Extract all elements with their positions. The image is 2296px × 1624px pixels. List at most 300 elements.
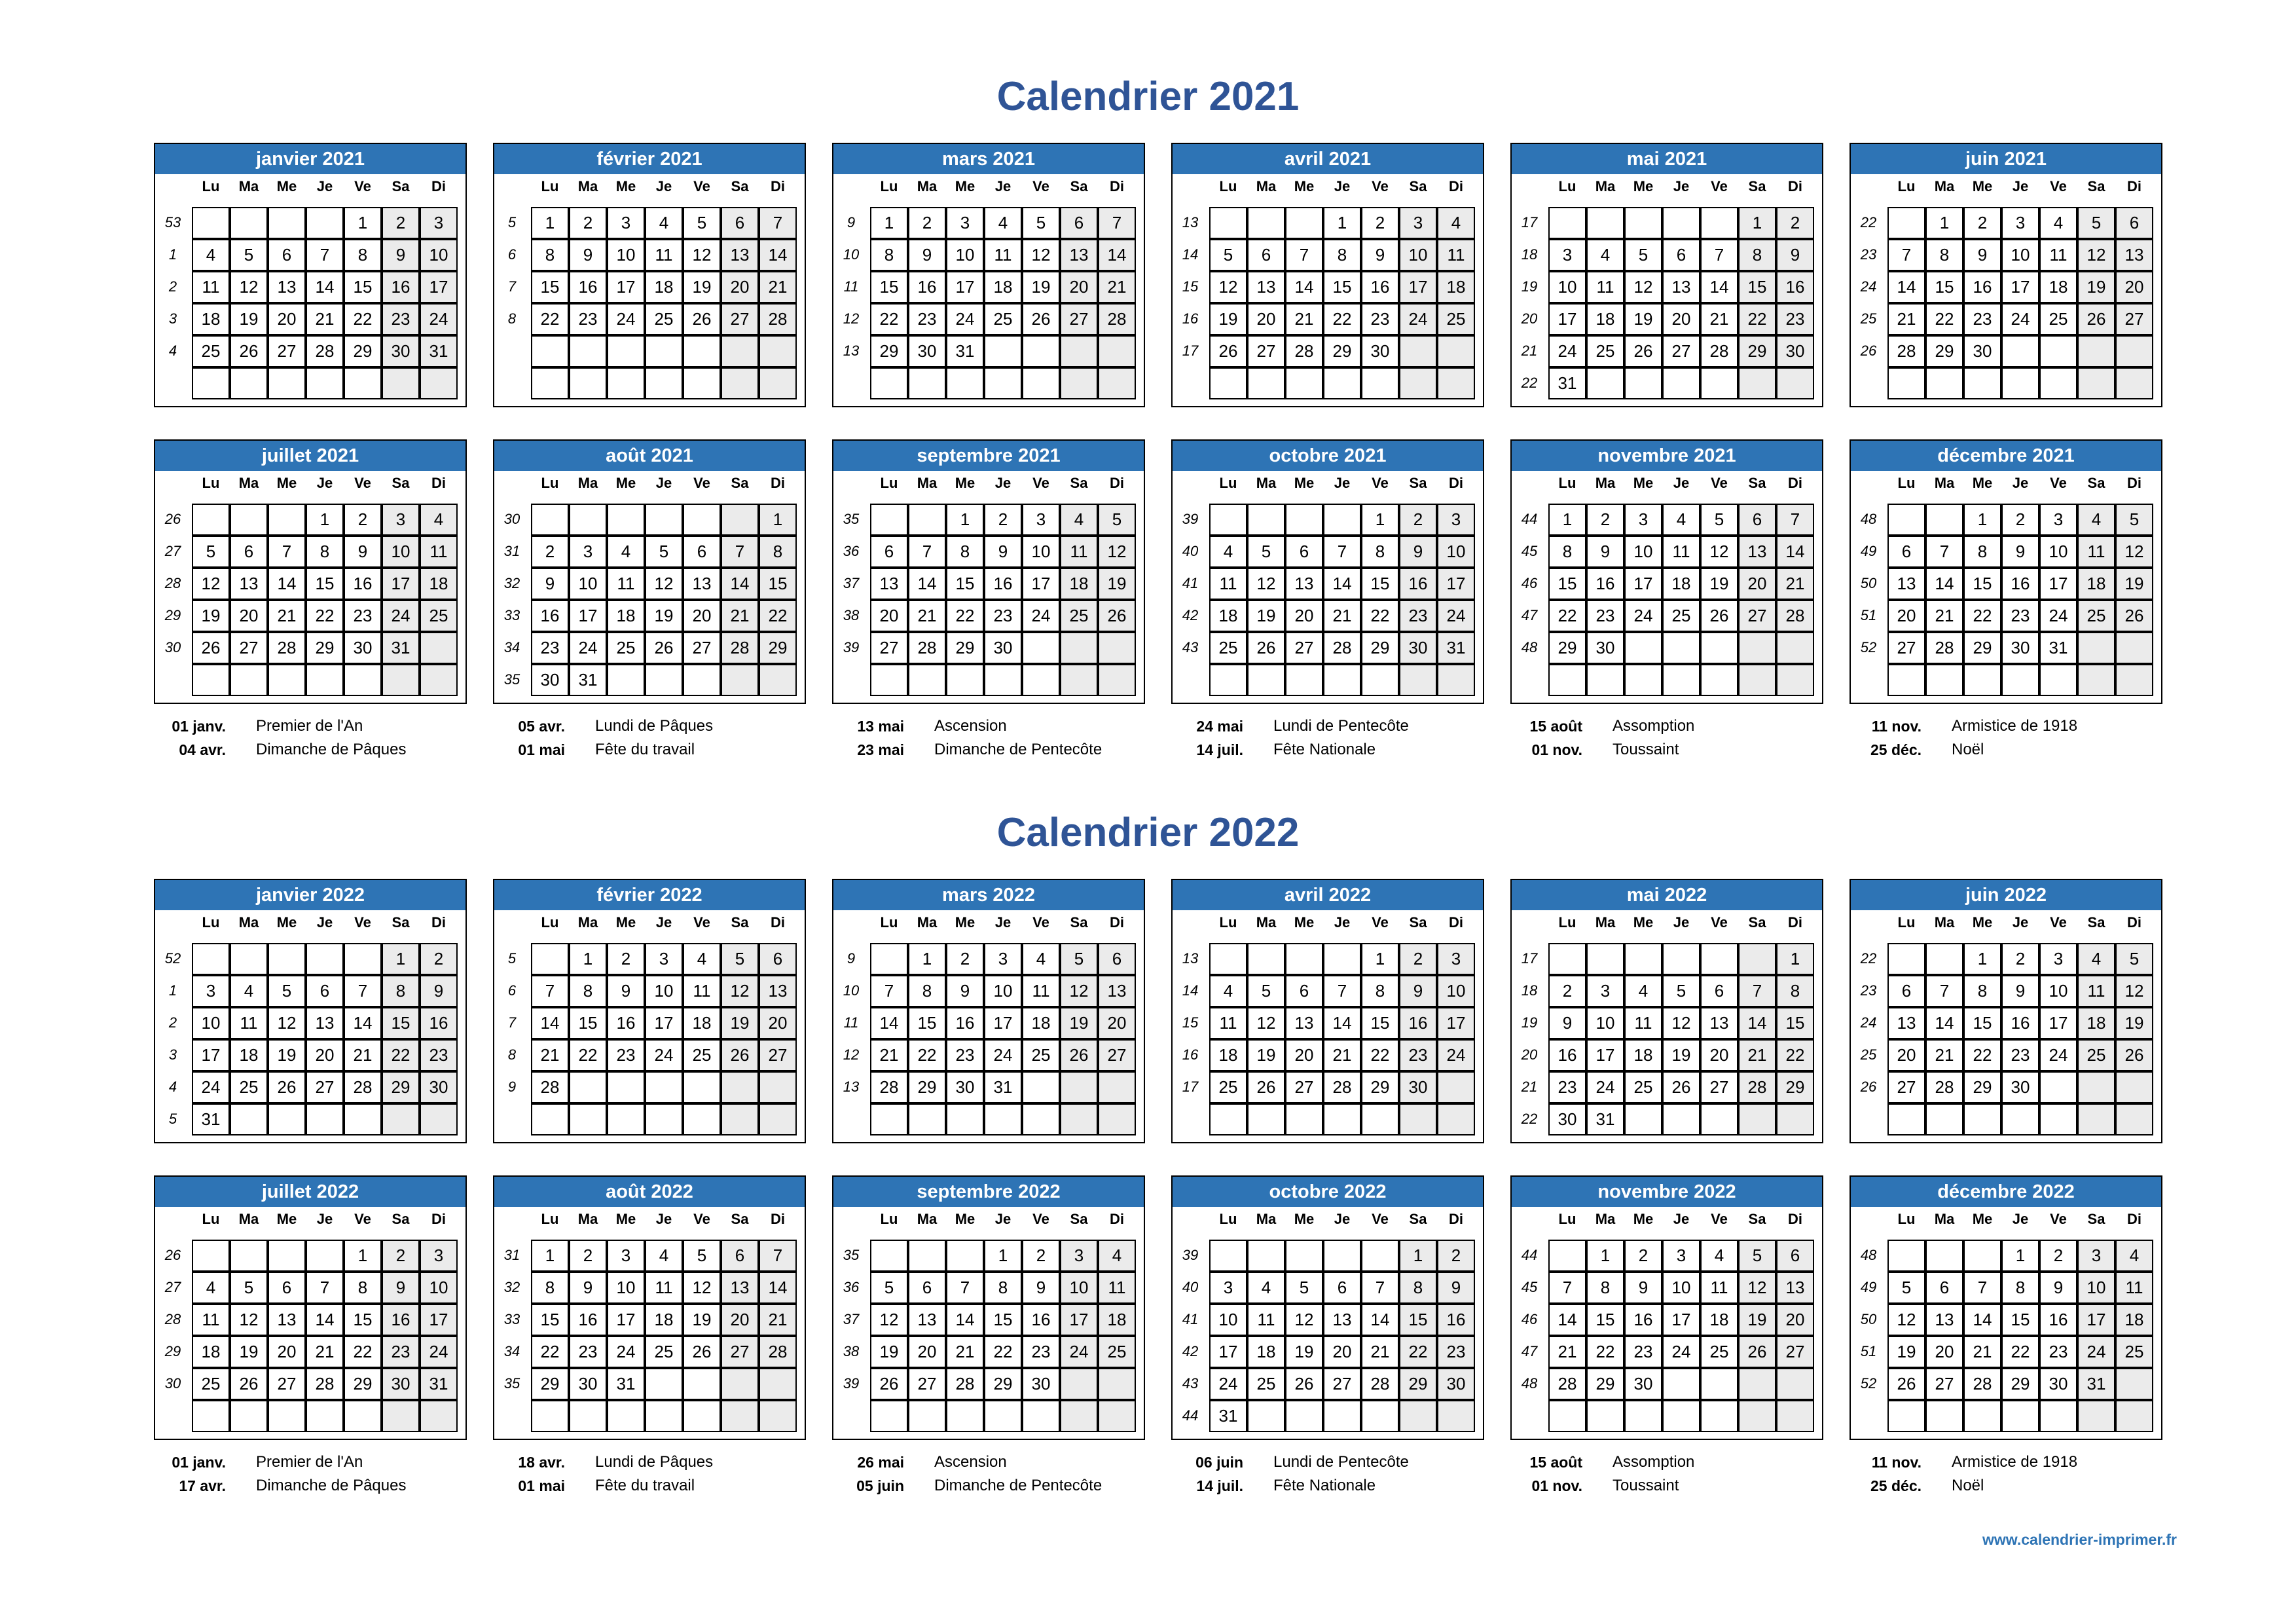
day-cell[interactable] xyxy=(1323,943,1361,975)
day-cell[interactable]: 13 xyxy=(1247,271,1285,303)
day-cell[interactable]: 19 xyxy=(192,600,230,632)
day-cell[interactable]: 13 xyxy=(759,975,797,1007)
day-cell[interactable]: 20 xyxy=(306,1039,344,1071)
day-cell[interactable] xyxy=(1098,1071,1136,1103)
day-cell[interactable] xyxy=(870,367,908,399)
day-cell[interactable]: 4 xyxy=(1209,975,1247,1007)
day-cell[interactable]: 1 xyxy=(344,1240,382,1272)
day-cell[interactable]: 23 xyxy=(908,303,946,335)
day-cell[interactable]: 14 xyxy=(344,1007,382,1039)
day-cell[interactable]: 11 xyxy=(683,975,721,1007)
day-cell[interactable]: 2 xyxy=(344,504,382,536)
day-cell[interactable]: 13 xyxy=(1925,1304,1963,1336)
day-cell[interactable]: 10 xyxy=(420,239,458,271)
day-cell[interactable]: 28 xyxy=(306,335,344,367)
day-cell[interactable]: 25 xyxy=(1209,632,1247,664)
day-cell[interactable]: 5 xyxy=(1098,504,1136,536)
day-cell[interactable]: 21 xyxy=(1323,600,1361,632)
day-cell[interactable]: 14 xyxy=(1887,271,1925,303)
day-cell[interactable]: 31 xyxy=(946,335,984,367)
day-cell[interactable]: 23 xyxy=(1624,1336,1662,1368)
day-cell[interactable]: 11 xyxy=(2115,1272,2153,1304)
day-cell[interactable]: 25 xyxy=(984,303,1022,335)
day-cell[interactable]: 24 xyxy=(420,1336,458,1368)
day-cell[interactable]: 27 xyxy=(1247,335,1285,367)
day-cell[interactable] xyxy=(1437,1071,1475,1103)
day-cell[interactable]: 3 xyxy=(1209,1272,1247,1304)
day-cell[interactable]: 18 xyxy=(2039,271,2077,303)
day-cell[interactable]: 18 xyxy=(1060,568,1098,600)
day-cell[interactable]: 10 xyxy=(569,568,607,600)
day-cell[interactable]: 16 xyxy=(1022,1304,1060,1336)
day-cell[interactable]: 25 xyxy=(1022,1039,1060,1071)
day-cell[interactable]: 19 xyxy=(1738,1304,1776,1336)
day-cell[interactable]: 5 xyxy=(1247,975,1285,1007)
day-cell[interactable] xyxy=(1925,1103,1963,1135)
day-cell[interactable] xyxy=(1662,367,1700,399)
day-cell[interactable]: 11 xyxy=(420,536,458,568)
day-cell[interactable]: 11 xyxy=(607,568,645,600)
day-cell[interactable]: 9 xyxy=(1548,1007,1586,1039)
day-cell[interactable] xyxy=(1247,1240,1285,1272)
day-cell[interactable] xyxy=(1247,1400,1285,1432)
day-cell[interactable] xyxy=(1700,664,1738,696)
day-cell[interactable] xyxy=(1285,943,1323,975)
day-cell[interactable] xyxy=(1399,664,1437,696)
day-cell[interactable] xyxy=(1624,1400,1662,1432)
day-cell[interactable]: 7 xyxy=(1963,1272,2001,1304)
day-cell[interactable]: 12 xyxy=(1209,271,1247,303)
day-cell[interactable] xyxy=(759,1103,797,1135)
day-cell[interactable] xyxy=(192,664,230,696)
day-cell[interactable]: 22 xyxy=(1361,1039,1399,1071)
day-cell[interactable]: 30 xyxy=(1361,335,1399,367)
day-cell[interactable]: 19 xyxy=(1247,1039,1285,1071)
day-cell[interactable]: 14 xyxy=(306,1304,344,1336)
day-cell[interactable]: 28 xyxy=(1738,1071,1776,1103)
day-cell[interactable] xyxy=(607,504,645,536)
day-cell[interactable]: 4 xyxy=(1700,1240,1738,1272)
day-cell[interactable]: 19 xyxy=(2115,1007,2153,1039)
day-cell[interactable]: 10 xyxy=(420,1272,458,1304)
day-cell[interactable]: 18 xyxy=(683,1007,721,1039)
day-cell[interactable]: 13 xyxy=(1285,1007,1323,1039)
day-cell[interactable]: 25 xyxy=(607,632,645,664)
day-cell[interactable]: 16 xyxy=(1399,568,1437,600)
day-cell[interactable] xyxy=(645,1103,683,1135)
day-cell[interactable]: 5 xyxy=(870,1272,908,1304)
day-cell[interactable]: 10 xyxy=(382,536,420,568)
day-cell[interactable] xyxy=(1323,664,1361,696)
day-cell[interactable]: 12 xyxy=(683,239,721,271)
day-cell[interactable]: 22 xyxy=(1925,303,1963,335)
day-cell[interactable]: 2 xyxy=(607,943,645,975)
day-cell[interactable]: 26 xyxy=(870,1368,908,1400)
day-cell[interactable] xyxy=(1022,664,1060,696)
day-cell[interactable]: 21 xyxy=(306,1336,344,1368)
day-cell[interactable]: 30 xyxy=(2001,632,2039,664)
day-cell[interactable] xyxy=(1700,632,1738,664)
day-cell[interactable]: 29 xyxy=(1361,1071,1399,1103)
day-cell[interactable] xyxy=(1925,367,1963,399)
day-cell[interactable] xyxy=(607,367,645,399)
day-cell[interactable]: 23 xyxy=(2039,1336,2077,1368)
day-cell[interactable]: 27 xyxy=(268,1368,306,1400)
day-cell[interactable]: 3 xyxy=(645,943,683,975)
day-cell[interactable]: 1 xyxy=(531,1240,569,1272)
day-cell[interactable]: 7 xyxy=(759,1240,797,1272)
day-cell[interactable]: 1 xyxy=(1548,504,1586,536)
day-cell[interactable]: 12 xyxy=(645,568,683,600)
day-cell[interactable] xyxy=(230,367,268,399)
day-cell[interactable] xyxy=(683,1103,721,1135)
day-cell[interactable] xyxy=(531,1400,569,1432)
day-cell[interactable]: 31 xyxy=(420,335,458,367)
day-cell[interactable] xyxy=(1700,943,1738,975)
day-cell[interactable]: 15 xyxy=(984,1304,1022,1336)
day-cell[interactable]: 10 xyxy=(2001,239,2039,271)
day-cell[interactable]: 19 xyxy=(230,303,268,335)
day-cell[interactable]: 9 xyxy=(1624,1272,1662,1304)
day-cell[interactable]: 30 xyxy=(1963,335,2001,367)
day-cell[interactable]: 21 xyxy=(1887,303,1925,335)
day-cell[interactable]: 4 xyxy=(984,207,1022,239)
day-cell[interactable] xyxy=(2115,1400,2153,1432)
day-cell[interactable]: 5 xyxy=(1060,943,1098,975)
day-cell[interactable]: 27 xyxy=(1776,1336,1814,1368)
day-cell[interactable] xyxy=(1098,664,1136,696)
day-cell[interactable]: 22 xyxy=(1548,600,1586,632)
day-cell[interactable]: 3 xyxy=(2039,943,2077,975)
day-cell[interactable]: 28 xyxy=(306,1368,344,1400)
day-cell[interactable]: 2 xyxy=(382,1240,420,1272)
day-cell[interactable] xyxy=(870,504,908,536)
day-cell[interactable]: 11 xyxy=(1209,1007,1247,1039)
day-cell[interactable]: 7 xyxy=(1323,975,1361,1007)
day-cell[interactable] xyxy=(1662,1103,1700,1135)
day-cell[interactable]: 31 xyxy=(1209,1400,1247,1432)
day-cell[interactable] xyxy=(569,1400,607,1432)
day-cell[interactable] xyxy=(1624,943,1662,975)
day-cell[interactable] xyxy=(1247,504,1285,536)
day-cell[interactable]: 29 xyxy=(1548,632,1586,664)
day-cell[interactable] xyxy=(2039,664,2077,696)
day-cell[interactable] xyxy=(759,1400,797,1432)
day-cell[interactable] xyxy=(569,1103,607,1135)
day-cell[interactable]: 21 xyxy=(1776,568,1814,600)
day-cell[interactable] xyxy=(870,1240,908,1272)
day-cell[interactable]: 8 xyxy=(946,536,984,568)
day-cell[interactable] xyxy=(683,1400,721,1432)
day-cell[interactable] xyxy=(908,504,946,536)
day-cell[interactable] xyxy=(1060,367,1098,399)
day-cell[interactable]: 29 xyxy=(759,632,797,664)
day-cell[interactable]: 14 xyxy=(1925,568,1963,600)
day-cell[interactable]: 28 xyxy=(1925,1071,1963,1103)
day-cell[interactable]: 6 xyxy=(1098,943,1136,975)
day-cell[interactable]: 6 xyxy=(1776,1240,1814,1272)
day-cell[interactable]: 14 xyxy=(531,1007,569,1039)
day-cell[interactable]: 20 xyxy=(1662,303,1700,335)
day-cell[interactable]: 17 xyxy=(607,271,645,303)
day-cell[interactable]: 14 xyxy=(759,1272,797,1304)
day-cell[interactable]: 26 xyxy=(1247,1071,1285,1103)
day-cell[interactable] xyxy=(230,1240,268,1272)
day-cell[interactable]: 22 xyxy=(344,303,382,335)
day-cell[interactable]: 8 xyxy=(344,239,382,271)
day-cell[interactable]: 30 xyxy=(1776,335,1814,367)
day-cell[interactable]: 14 xyxy=(1738,1007,1776,1039)
day-cell[interactable]: 21 xyxy=(1925,600,1963,632)
day-cell[interactable]: 1 xyxy=(1738,207,1776,239)
day-cell[interactable]: 26 xyxy=(1738,1336,1776,1368)
day-cell[interactable]: 15 xyxy=(306,568,344,600)
day-cell[interactable] xyxy=(721,1400,759,1432)
day-cell[interactable]: 10 xyxy=(1586,1007,1624,1039)
day-cell[interactable]: 22 xyxy=(1399,1336,1437,1368)
day-cell[interactable]: 26 xyxy=(683,303,721,335)
day-cell[interactable] xyxy=(1662,943,1700,975)
day-cell[interactable] xyxy=(1586,207,1624,239)
day-cell[interactable]: 13 xyxy=(1887,568,1925,600)
day-cell[interactable] xyxy=(1738,1368,1776,1400)
day-cell[interactable]: 5 xyxy=(1022,207,1060,239)
day-cell[interactable]: 29 xyxy=(344,335,382,367)
day-cell[interactable] xyxy=(1700,1368,1738,1400)
day-cell[interactable]: 1 xyxy=(946,504,984,536)
day-cell[interactable]: 19 xyxy=(268,1039,306,1071)
day-cell[interactable]: 14 xyxy=(1098,239,1136,271)
day-cell[interactable] xyxy=(344,943,382,975)
day-cell[interactable]: 21 xyxy=(1738,1039,1776,1071)
day-cell[interactable] xyxy=(1963,1103,2001,1135)
day-cell[interactable]: 4 xyxy=(2077,943,2115,975)
day-cell[interactable] xyxy=(1548,664,1586,696)
day-cell[interactable]: 11 xyxy=(1098,1272,1136,1304)
day-cell[interactable]: 15 xyxy=(382,1007,420,1039)
day-cell[interactable]: 23 xyxy=(984,600,1022,632)
day-cell[interactable]: 30 xyxy=(2001,1071,2039,1103)
day-cell[interactable] xyxy=(1323,367,1361,399)
day-cell[interactable] xyxy=(306,1240,344,1272)
day-cell[interactable]: 11 xyxy=(230,1007,268,1039)
day-cell[interactable] xyxy=(607,664,645,696)
day-cell[interactable]: 10 xyxy=(1399,239,1437,271)
day-cell[interactable]: 2 xyxy=(1586,504,1624,536)
day-cell[interactable] xyxy=(1700,367,1738,399)
day-cell[interactable]: 28 xyxy=(531,1071,569,1103)
day-cell[interactable]: 7 xyxy=(344,975,382,1007)
day-cell[interactable]: 25 xyxy=(683,1039,721,1071)
day-cell[interactable] xyxy=(230,943,268,975)
day-cell[interactable]: 18 xyxy=(2077,568,2115,600)
day-cell[interactable] xyxy=(645,335,683,367)
day-cell[interactable] xyxy=(1209,504,1247,536)
day-cell[interactable]: 12 xyxy=(1098,536,1136,568)
day-cell[interactable]: 21 xyxy=(1700,303,1738,335)
day-cell[interactable]: 23 xyxy=(2001,600,2039,632)
day-cell[interactable] xyxy=(1887,1240,1925,1272)
day-cell[interactable]: 21 xyxy=(268,600,306,632)
day-cell[interactable]: 4 xyxy=(1209,536,1247,568)
day-cell[interactable]: 20 xyxy=(268,303,306,335)
day-cell[interactable]: 7 xyxy=(721,536,759,568)
day-cell[interactable] xyxy=(1624,632,1662,664)
day-cell[interactable]: 18 xyxy=(1437,271,1475,303)
day-cell[interactable] xyxy=(531,335,569,367)
day-cell[interactable]: 25 xyxy=(2077,1039,2115,1071)
day-cell[interactable]: 3 xyxy=(420,1240,458,1272)
day-cell[interactable]: 4 xyxy=(420,504,458,536)
day-cell[interactable]: 20 xyxy=(1285,600,1323,632)
day-cell[interactable] xyxy=(1776,1103,1814,1135)
day-cell[interactable]: 28 xyxy=(908,632,946,664)
day-cell[interactable] xyxy=(531,1103,569,1135)
day-cell[interactable]: 17 xyxy=(569,600,607,632)
day-cell[interactable]: 25 xyxy=(1586,335,1624,367)
day-cell[interactable]: 23 xyxy=(344,600,382,632)
day-cell[interactable]: 8 xyxy=(1361,536,1399,568)
day-cell[interactable]: 11 xyxy=(1624,1007,1662,1039)
day-cell[interactable]: 2 xyxy=(984,504,1022,536)
day-cell[interactable] xyxy=(1285,1240,1323,1272)
day-cell[interactable]: 27 xyxy=(683,632,721,664)
day-cell[interactable]: 20 xyxy=(268,1336,306,1368)
day-cell[interactable] xyxy=(759,664,797,696)
day-cell[interactable]: 5 xyxy=(683,1240,721,1272)
day-cell[interactable]: 27 xyxy=(306,1071,344,1103)
day-cell[interactable]: 6 xyxy=(721,207,759,239)
day-cell[interactable]: 23 xyxy=(1963,303,2001,335)
day-cell[interactable]: 4 xyxy=(192,239,230,271)
day-cell[interactable]: 4 xyxy=(607,536,645,568)
day-cell[interactable]: 1 xyxy=(1586,1240,1624,1272)
day-cell[interactable] xyxy=(1662,664,1700,696)
day-cell[interactable]: 8 xyxy=(870,239,908,271)
day-cell[interactable]: 26 xyxy=(1624,335,1662,367)
day-cell[interactable]: 28 xyxy=(344,1071,382,1103)
day-cell[interactable]: 23 xyxy=(1022,1336,1060,1368)
day-cell[interactable] xyxy=(1361,664,1399,696)
day-cell[interactable]: 28 xyxy=(268,632,306,664)
day-cell[interactable] xyxy=(531,943,569,975)
day-cell[interactable] xyxy=(1022,1071,1060,1103)
day-cell[interactable]: 18 xyxy=(607,600,645,632)
day-cell[interactable]: 16 xyxy=(569,271,607,303)
day-cell[interactable]: 27 xyxy=(1887,1071,1925,1103)
day-cell[interactable]: 31 xyxy=(1437,632,1475,664)
day-cell[interactable]: 12 xyxy=(1662,1007,1700,1039)
day-cell[interactable] xyxy=(984,367,1022,399)
day-cell[interactable]: 20 xyxy=(1925,1336,1963,1368)
day-cell[interactable]: 21 xyxy=(908,600,946,632)
day-cell[interactable] xyxy=(2039,1071,2077,1103)
day-cell[interactable]: 7 xyxy=(268,536,306,568)
day-cell[interactable] xyxy=(569,335,607,367)
day-cell[interactable]: 22 xyxy=(870,303,908,335)
day-cell[interactable]: 17 xyxy=(420,1304,458,1336)
day-cell[interactable] xyxy=(569,1071,607,1103)
day-cell[interactable]: 20 xyxy=(908,1336,946,1368)
day-cell[interactable]: 1 xyxy=(1963,504,2001,536)
day-cell[interactable]: 1 xyxy=(531,207,569,239)
day-cell[interactable]: 17 xyxy=(1437,1007,1475,1039)
day-cell[interactable]: 29 xyxy=(1323,335,1361,367)
day-cell[interactable]: 4 xyxy=(2115,1240,2153,1272)
day-cell[interactable]: 22 xyxy=(946,600,984,632)
day-cell[interactable]: 27 xyxy=(1323,1368,1361,1400)
day-cell[interactable]: 1 xyxy=(1399,1240,1437,1272)
day-cell[interactable]: 14 xyxy=(721,568,759,600)
day-cell[interactable]: 13 xyxy=(1285,568,1323,600)
day-cell[interactable] xyxy=(230,1103,268,1135)
day-cell[interactable]: 30 xyxy=(984,632,1022,664)
day-cell[interactable]: 6 xyxy=(1925,1272,1963,1304)
day-cell[interactable] xyxy=(2077,335,2115,367)
day-cell[interactable]: 6 xyxy=(1247,239,1285,271)
day-cell[interactable]: 20 xyxy=(870,600,908,632)
day-cell[interactable] xyxy=(230,504,268,536)
day-cell[interactable]: 24 xyxy=(607,1336,645,1368)
day-cell[interactable] xyxy=(2039,1103,2077,1135)
day-cell[interactable]: 12 xyxy=(230,271,268,303)
day-cell[interactable]: 13 xyxy=(1323,1304,1361,1336)
day-cell[interactable]: 29 xyxy=(946,632,984,664)
day-cell[interactable]: 12 xyxy=(2115,536,2153,568)
day-cell[interactable]: 24 xyxy=(1586,1071,1624,1103)
day-cell[interactable] xyxy=(1323,1103,1361,1135)
day-cell[interactable] xyxy=(1247,207,1285,239)
day-cell[interactable] xyxy=(1624,207,1662,239)
day-cell[interactable] xyxy=(1776,1368,1814,1400)
day-cell[interactable]: 1 xyxy=(1963,943,2001,975)
day-cell[interactable]: 21 xyxy=(1963,1336,2001,1368)
day-cell[interactable]: 5 xyxy=(192,536,230,568)
day-cell[interactable] xyxy=(1548,1400,1586,1432)
day-cell[interactable] xyxy=(908,664,946,696)
day-cell[interactable]: 11 xyxy=(984,239,1022,271)
day-cell[interactable]: 12 xyxy=(683,1272,721,1304)
day-cell[interactable]: 16 xyxy=(2001,568,2039,600)
day-cell[interactable]: 27 xyxy=(721,303,759,335)
day-cell[interactable]: 4 xyxy=(1022,943,1060,975)
day-cell[interactable]: 21 xyxy=(946,1336,984,1368)
day-cell[interactable]: 2 xyxy=(1963,207,2001,239)
day-cell[interactable] xyxy=(1399,1103,1437,1135)
day-cell[interactable]: 20 xyxy=(1323,1336,1361,1368)
day-cell[interactable] xyxy=(344,1103,382,1135)
day-cell[interactable]: 1 xyxy=(1925,207,1963,239)
day-cell[interactable] xyxy=(1738,943,1776,975)
day-cell[interactable]: 6 xyxy=(306,975,344,1007)
day-cell[interactable]: 18 xyxy=(2077,1007,2115,1039)
day-cell[interactable]: 11 xyxy=(2077,975,2115,1007)
day-cell[interactable]: 7 xyxy=(1700,239,1738,271)
day-cell[interactable]: 8 xyxy=(1776,975,1814,1007)
day-cell[interactable]: 21 xyxy=(1285,303,1323,335)
day-cell[interactable] xyxy=(683,1368,721,1400)
day-cell[interactable]: 14 xyxy=(1925,1007,1963,1039)
day-cell[interactable]: 23 xyxy=(569,303,607,335)
day-cell[interactable]: 12 xyxy=(230,1304,268,1336)
day-cell[interactable]: 13 xyxy=(1776,1272,1814,1304)
day-cell[interactable]: 6 xyxy=(759,943,797,975)
day-cell[interactable]: 23 xyxy=(607,1039,645,1071)
day-cell[interactable]: 21 xyxy=(344,1039,382,1071)
day-cell[interactable] xyxy=(645,1400,683,1432)
day-cell[interactable] xyxy=(683,335,721,367)
day-cell[interactable]: 15 xyxy=(1925,271,1963,303)
